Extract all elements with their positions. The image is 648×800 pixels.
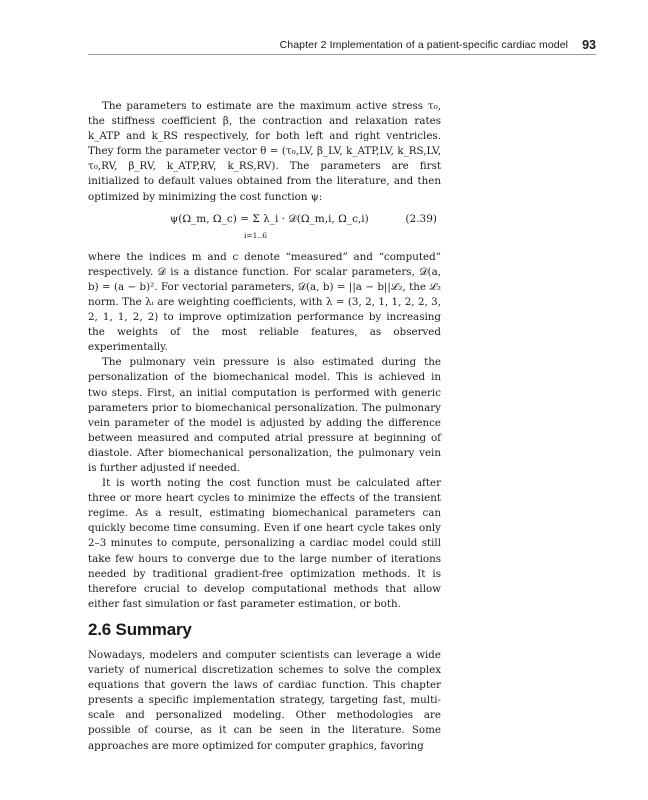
paragraph-indices: where the indices m and c denote “measured” and “computed” respectively. 𝒟 is a distance function. For scalar parameters, 𝒟(a, b) = (a − b)². For vectorial parameters, 𝒟(a, b) = ||a − b||ℒ₂, the ℒ₂ norm. The λᵢ are weighting coefficients, with λ = (3, 2, 1, 1, 2, 2, 3, 2, 1, 1, 2, 2) to improve optimization performance by increasing the weights of the most reliable features, as observed experimentally. [88,250,441,354]
equation-number: (2.39) [405,212,437,225]
equation-expression: ψ(Ω_m, Ω_c) = Σ λ_i · 𝒟(Ω_m,i, Ω_c,i) [170,212,369,225]
section-heading: 2.6 Summary [88,620,192,639]
page-number: 93 [582,38,596,52]
chapter-title: Chapter 2 Implementation of a patient-specific cardiac model [279,39,569,51]
paragraph-parameters: The parameters to estimate are the maximum active stress τ₀, the stiffness coefficient β, the contraction and relaxation rates k_ATP and k_RS respectively, for both left and right ventricles. They form the parameter vector θ = (τ₀,LV, β_LV, k_ATP,LV, k_RS,LV, τ₀,RV, β_RV, k_ATP,RV, k_RS,RV). The parameters are first initialized to default values obtained from the literature, and then optimized by minimizing the cost function ψ: [88,100,441,203]
main-text-block [88,99,441,612]
paragraph-pulmonary: The pulmonary vein pressure is also estimated during the personalization of the biomechanical model. This is achieved in two steps. First, an initial computation is performed with generic parameters prior to biomechanical personalization. The pulmonary vein parameter of the model is adjusted by adding the difference between measured and computed atrial pressure at beginning of diastole. After biomechanical personalization, the pulmonary vein is further adjusted if needed. [88,356,441,474]
paragraph-summary: Nowadays, modelers and computer scientists can leverage a wide variety of numerical discretization schemes to solve the complex equations that govern the laws of cardiac function. This chapter presents a specific implementation strategy, targeting fast, multi-scale and personalized modeling. Other methodologies are possible of course, as it can be seen in the literature. Some approaches are more optimized for computer graphics, favoring [88,649,441,752]
equation-sum-range: i=1..6 [244,230,267,240]
equation-2-39 [88,210,441,242]
running-header [88,36,596,55]
paragraph-cost-function: It is worth noting the cost function must be calculated after three or more heart cycles to minimize the effects of the transient regime. As a result, estimating biomechanical parameters can quickly become time consuming. Even if one heart cycle takes only 2–3 minutes to compute, personalizing a cardiac model could still take few hours to converge due to the large number of iterations needed by traditional gradient-free optimization methods. It is therefore crucial to develop computational methods that allow either fast simulation or fast parameter estimation, or both. [88,477,441,610]
section-text-block [88,648,441,754]
